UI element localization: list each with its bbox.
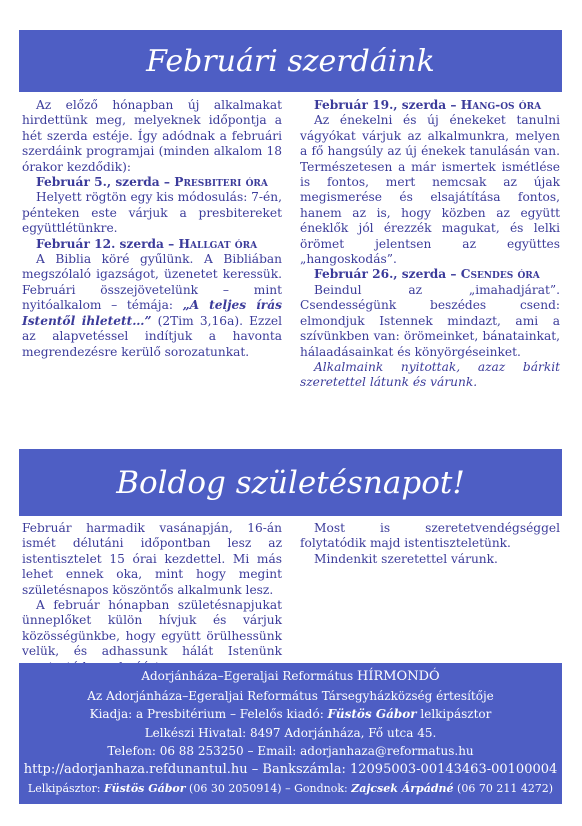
article-column-right	[300, 98, 560, 433]
event-name: Csendes óra	[460, 267, 540, 282]
intro-paragraph: Az előző hónapban új alkalmakat hirdettünk meg, melyeknek időpontja a hét szerda estéje. Így adódnak a februári szerdáink programjai (minden alkalom 18 órakor kezdődik):	[22, 98, 282, 174]
footer-text: Lelkipásztor:	[27, 781, 104, 795]
section-title: Boldog születésnapot!	[116, 464, 465, 501]
event-date: Február 19., szerda –	[314, 98, 461, 112]
footer-text: lelkipásztor	[416, 707, 492, 722]
paragraph: A február hónapban születésnapjukat ünneplőket külön hívjuk és várjuk közösségünkbe, hogy együtt örülhessünk velük, és adhassunk hálát Istenünk	[22, 598, 282, 659]
event-date: Február 12. szerda –	[36, 236, 179, 251]
footer-publisher	[19, 705, 562, 724]
event-description: Beindul az „imahadjárat”. Csendességünk beszédes csend: elmondjuk Istennek mindazt, ami a szívünkben van: örömeinket, bánatainkat, hálaadásainkat és könyörgéseinket.	[300, 282, 560, 359]
event-text: (2Tim 3,16a). Ezzel az alapvetéssel indítjuk a havonta megrendezésre kerülő sorozatunkat.	[22, 313, 282, 359]
publication-name: HÍRMONDÓ	[356, 669, 440, 684]
footer-text: Adorjánháza–Egeraljai Református	[141, 669, 357, 683]
paragraph: Most is szeretetvendégséggel folytatódik majd istentiszteletünk.	[300, 521, 560, 551]
section-title: Februári szerdáink	[146, 43, 435, 79]
article-februari-szerdaink	[22, 98, 560, 433]
closing-note: Alkalmaink nyitottak, azaz bárkit szeretettel látunk és várunk.	[300, 359, 560, 390]
section-banner-boldog-szuletesnapot	[19, 449, 562, 516]
event-description	[22, 252, 282, 360]
footer-publication-line	[19, 667, 562, 687]
event-description: Helyett rögtön egy kis módosulás: 7-én, pénteken este várjuk a presbitereket együttlétünkre.	[22, 190, 282, 236]
section-banner-februari-szerdaink	[19, 30, 562, 92]
event-date: Február 26., szerda –	[314, 267, 461, 282]
footer-text: (06 30 2050914) – Gondnok:	[185, 781, 352, 795]
paragraph: Mindenkit szeretettel várunk.	[314, 551, 498, 566]
event-heading	[300, 98, 560, 113]
event-description: Az énekelni és új énekeket tanulni vágyókat várjuk az alkalmunkra, melyen a fő hangsúly az új énekek tanulásán van. Természetesen a már ismertek ismétlése is fontos, mert nemcsak az újak megismerése és elsajátítása fontos, hanem az is, hogy közben az együtt éneklők jól érezzék magukat, és lelki örömet jelentsen az együttes „hangoskodás”.	[300, 113, 560, 267]
bible-quote: „A teljes írás Istentől ihletett…”	[22, 298, 282, 328]
event-heading	[300, 267, 560, 282]
footer-text: Kiadja: a Presbitérium – Felelős kiadó:	[89, 707, 328, 722]
footer-web-bank: http://adorjanhaza.refdunantul.hu – Bankszámla: 12095003-00143463-00100004	[23, 761, 558, 777]
masthead-footer	[19, 663, 562, 804]
pastor-name: Füstös Gábor	[103, 781, 186, 795]
article-column-right	[300, 521, 560, 643]
footer-text: (06 70 211 4272)	[453, 781, 554, 795]
event-heading	[22, 175, 282, 190]
article-column-left	[22, 98, 282, 433]
paragraph: Február harmadik vasánapján, 16-án ismét délutáni időpontban lesz az istentisztelet 15 órai kezdettel. Mi más lehet ennek oka, mint hogy megint születésnapos köszöntős alkalmunk lesz.	[22, 521, 282, 597]
publisher-name: Füstös Gábor	[327, 707, 417, 722]
footer-office-address: Lelkészi Hivatal: 8497 Adorjánháza, Fő utca 45.	[144, 725, 437, 740]
event-text: A Biblia köré gyűlünk. A Bibliában megszólaló igazságot, üzenetet keressük. Februári összejövetelünk – mint nyitóalkalom – témája:	[22, 252, 282, 313]
footer-people	[19, 780, 562, 799]
event-name: Hang-os óra	[460, 98, 542, 112]
event-name: Hallgat óra	[178, 236, 258, 251]
article-column-left	[22, 521, 282, 659]
event-name: Presbiteri óra	[174, 175, 268, 190]
article-szuletesnap	[22, 521, 560, 659]
footer-contact: Telefon: 06 88 253250 – Email: adorjanhaza@reformatus.hu	[107, 744, 474, 759]
footer-subtitle: Az Adorjánháza–Egeraljai Református Társegyházközség értesítője	[87, 688, 494, 703]
caretaker-name: Zajcsek Árpádné	[351, 781, 454, 795]
event-heading	[22, 237, 282, 252]
event-date: Február 5., szerda –	[36, 175, 175, 190]
